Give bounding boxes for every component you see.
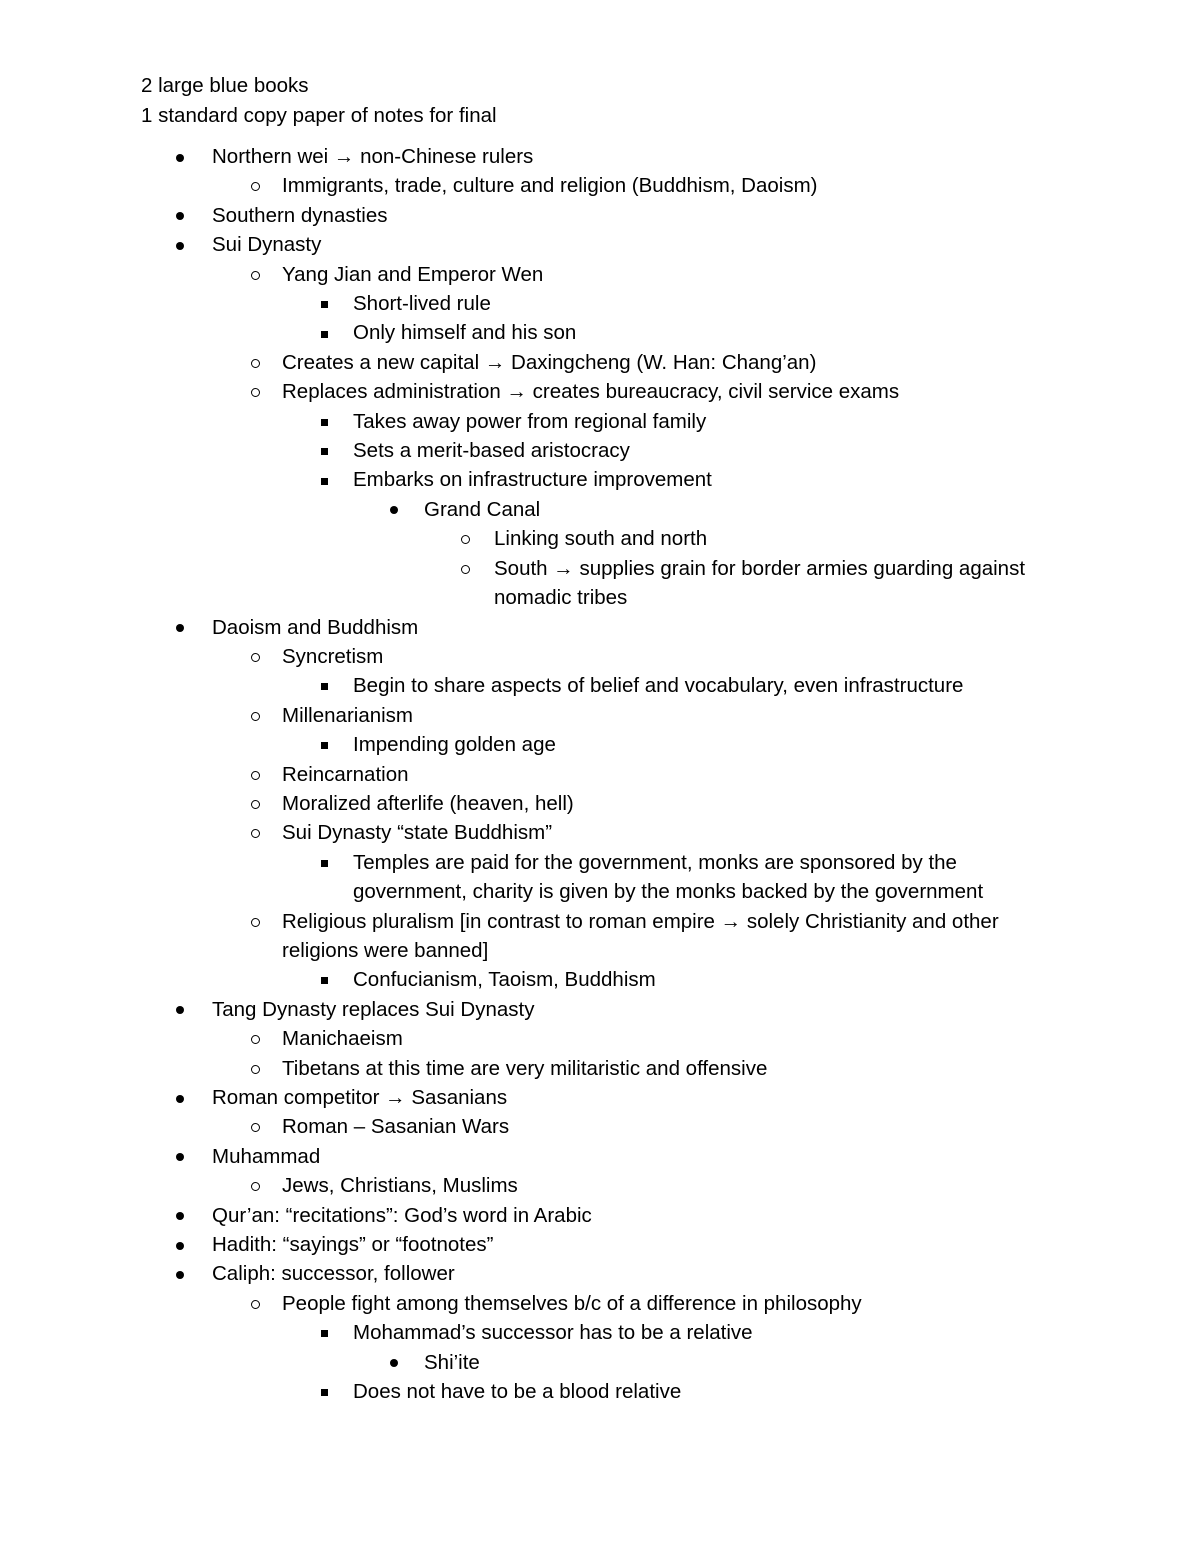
hollow-circle-bullet-icon: [246, 907, 264, 936]
outline-item-text: Begin to share aspects of belief and vocabulary, even infrastructure: [353, 674, 964, 698]
square-bullet-icon: [321, 683, 328, 690]
hollow-circle-bullet-icon: [246, 818, 264, 847]
outline-item-text: Daoism and Buddhism: [212, 615, 419, 639]
outline-item-level-3: [0, 1377, 1200, 1406]
hollow-circle-bullet-icon: [246, 1054, 264, 1083]
outline-item-text: Manichaeism: [282, 1027, 403, 1051]
outline-item-level-3: [0, 848, 1200, 907]
filled-circle-bullet-icon: [171, 613, 189, 642]
outline-item-text: Moralized afterlife (heaven, hell): [282, 791, 574, 815]
outline-item-text: Muhammad: [212, 1144, 321, 1168]
outline-item-text: Sui Dynasty: [212, 233, 322, 257]
hollow-circle-bullet-icon: [246, 1289, 264, 1318]
hollow-circle-bullet-icon: [246, 760, 264, 789]
square-bullet-icon: [321, 1389, 328, 1396]
hollow-circle-bullet-icon: [251, 388, 260, 397]
hollow-circle-bullet-icon: [251, 1182, 260, 1191]
hollow-circle-bullet-icon: [251, 653, 260, 662]
outline-item-text: Confucianism, Taoism, Buddhism: [353, 968, 656, 992]
filled-circle-bullet-icon: [176, 1006, 184, 1014]
outline-item-level-1: [0, 1083, 1200, 1112]
outline-item-text: Impending golden age: [353, 733, 556, 757]
hollow-circle-bullet-icon: [246, 789, 264, 818]
square-bullet-icon: [321, 1330, 328, 1337]
hollow-circle-bullet-icon: [246, 642, 264, 671]
hollow-circle-bullet-icon: [456, 554, 474, 583]
outline-item-text: Northern wei → non-Chinese rulers: [212, 145, 534, 168]
hollow-circle-bullet-icon: [246, 1024, 264, 1053]
outline-item-text: Sets a merit-based aristocracy: [353, 439, 630, 463]
filled-circle-bullet-icon: [171, 1201, 189, 1230]
square-bullet-icon: [321, 419, 328, 426]
square-bullet-icon: [321, 860, 328, 867]
outline-item-text: Roman – Sasanian Wars: [282, 1115, 510, 1139]
hollow-circle-bullet-icon: [246, 1171, 264, 1200]
filled-circle-bullet-icon: [176, 1212, 184, 1220]
hollow-circle-bullet-icon: [251, 1300, 260, 1309]
outline-item-text: Jews, Christians, Muslims: [282, 1174, 518, 1198]
outline-item-text: Linking south and north: [494, 527, 708, 551]
square-bullet-icon: [315, 318, 333, 347]
outline-item-text: Embarks on infrastructure improvement: [353, 468, 712, 492]
outline-item-level-1: [0, 1201, 1200, 1230]
hollow-circle-bullet-icon: [246, 377, 264, 406]
header-line-blue-books: 2 large blue books: [141, 74, 309, 97]
outline-item-level-2: [0, 1171, 1200, 1200]
filled-circle-bullet-icon: [171, 1259, 189, 1288]
filled-circle-bullet-icon: [171, 995, 189, 1024]
outline-item-level-3: [0, 1318, 1200, 1347]
outline-item-level-1: [0, 995, 1200, 1024]
square-bullet-icon: [315, 289, 333, 318]
hollow-circle-bullet-icon: [251, 1065, 260, 1074]
outline-item-level-3: [0, 671, 1200, 700]
square-bullet-icon: [315, 965, 333, 994]
outline-item-level-1: [0, 1230, 1200, 1259]
outline-item-level-1: [0, 613, 1200, 642]
outline-item-level-2: [0, 701, 1200, 730]
outline-item-text: Millenarianism: [282, 703, 414, 727]
outline-item-text: Does not have to be a blood relative: [353, 1380, 682, 1404]
filled-circle-bullet-icon: [171, 1083, 189, 1112]
outline-item-level-2: [0, 1112, 1200, 1141]
outline-item-level-1: [0, 1142, 1200, 1171]
filled-circle-bullet-icon: [176, 242, 184, 250]
outline-item-text: Creates a new capital → Daxingcheng (W. Han: Chang’an): [282, 350, 817, 374]
hollow-circle-bullet-icon: [251, 829, 260, 838]
outline-item-level-5: [0, 524, 1200, 553]
outline-item-level-3: [0, 730, 1200, 759]
outline-item-text: South → supplies grain for border armies guarding against nomadic tribes: [494, 556, 1026, 610]
outline-item-text: Temples are paid for the government, monks are sponsored by the government, charity is given by the monks backed by the government: [353, 850, 984, 904]
outline-item-level-3: [0, 465, 1200, 494]
outline-item-level-2: [0, 789, 1200, 818]
outline-item-text: Grand Canal: [424, 497, 541, 521]
square-bullet-icon: [321, 742, 328, 749]
outline-item-text: Caliph: successor, follower: [212, 1262, 455, 1286]
outline-item-level-3: [0, 318, 1200, 347]
outline-item-text: Replaces administration → creates bureaucracy, civil service exams: [282, 380, 900, 404]
outline-item-text: Shi’ite: [424, 1350, 480, 1374]
outline-item-level-3: [0, 436, 1200, 465]
hollow-circle-bullet-icon: [251, 271, 260, 280]
outline-item-text: People fight among themselves b/c of a difference in philosophy: [282, 1291, 862, 1315]
filled-circle-bullet-icon: [176, 1271, 184, 1279]
hollow-circle-bullet-icon: [461, 565, 470, 574]
outline-item-text: Short-lived rule: [353, 292, 491, 316]
outline-item-text: Takes away power from regional family: [353, 409, 707, 433]
filled-circle-bullet-icon: [176, 1153, 184, 1161]
outline-item-text: Mohammad’s successor has to be a relative: [353, 1321, 753, 1345]
outline-item-level-2: [0, 907, 1200, 966]
filled-circle-bullet-icon: [390, 506, 398, 514]
outline-item-text: Hadith: “sayings” or “footnotes”: [212, 1233, 494, 1257]
hollow-circle-bullet-icon: [251, 1035, 260, 1044]
filled-circle-bullet-icon: [176, 154, 184, 162]
hollow-circle-bullet-icon: [246, 701, 264, 730]
outline-item-text: Tang Dynasty replaces Sui Dynasty: [212, 997, 535, 1021]
outline-item-level-2: [0, 260, 1200, 289]
square-bullet-icon: [321, 301, 328, 308]
square-bullet-icon: [315, 407, 333, 436]
hollow-circle-bullet-icon: [246, 171, 264, 200]
header-line-copy-paper: 1 standard copy paper of notes for final: [141, 104, 497, 127]
filled-circle-bullet-icon: [390, 1359, 398, 1367]
outline-item-text: Immigrants, trade, culture and religion (Buddhism, Daoism): [282, 174, 818, 198]
outline-item-level-2: [0, 760, 1200, 789]
filled-circle-bullet-icon: [176, 1095, 184, 1103]
hollow-circle-bullet-icon: [251, 771, 260, 780]
hollow-circle-bullet-icon: [251, 712, 260, 721]
outline-item-level-2: [0, 642, 1200, 671]
outline-item-text: Sui Dynasty “state Buddhism”: [282, 821, 553, 845]
filled-circle-bullet-icon: [171, 201, 189, 230]
filled-circle-bullet-icon: [176, 212, 184, 220]
outline-item-level-4: [0, 495, 1200, 524]
outline-item-level-2: [0, 1024, 1200, 1053]
hollow-circle-bullet-icon: [251, 918, 260, 927]
hollow-circle-bullet-icon: [251, 359, 260, 368]
outline-item-text: Roman competitor → Sasanians: [212, 1086, 508, 1109]
square-bullet-icon: [315, 730, 333, 759]
square-bullet-icon: [321, 977, 328, 984]
square-bullet-icon: [315, 671, 333, 700]
outline-item-level-1: [0, 1259, 1200, 1288]
outline-item-level-5: [0, 554, 1200, 613]
square-bullet-icon: [315, 465, 333, 494]
outline-item-level-1: [0, 201, 1200, 230]
outline-item-level-2: [0, 818, 1200, 847]
outline-item-text: Tibetans at this time are very militaristic and offensive: [282, 1056, 768, 1080]
hollow-circle-bullet-icon: [246, 1112, 264, 1141]
outline-item-level-1: [0, 230, 1200, 259]
filled-circle-bullet-icon: [171, 1142, 189, 1171]
square-bullet-icon: [321, 448, 328, 455]
hollow-circle-bullet-icon: [246, 260, 264, 289]
outline-item-level-3: [0, 289, 1200, 318]
hollow-circle-bullet-icon: [251, 800, 260, 809]
outline-item-level-2: [0, 171, 1200, 200]
outline-item-level-2: [0, 377, 1200, 406]
outline-item-level-2: [0, 348, 1200, 377]
outline-item-level-4: [0, 1348, 1200, 1377]
hollow-circle-bullet-icon: [456, 524, 474, 553]
outline-item-level-2: [0, 1054, 1200, 1083]
outline-item-text: Southern dynasties: [212, 203, 388, 227]
hollow-circle-bullet-icon: [246, 348, 264, 377]
notes-outline: [0, 142, 1200, 1406]
square-bullet-icon: [321, 478, 328, 485]
outline-item-text: Qur’an: “recitations”: God’s word in Arabic: [212, 1203, 592, 1227]
square-bullet-icon: [321, 331, 328, 338]
outline-item-text: Only himself and his son: [353, 321, 577, 345]
filled-circle-bullet-icon: [171, 142, 189, 171]
filled-circle-bullet-icon: [385, 1348, 403, 1377]
filled-circle-bullet-icon: [176, 1242, 184, 1250]
square-bullet-icon: [315, 1318, 333, 1347]
outline-item-level-3: [0, 407, 1200, 436]
outline-item-text: Syncretism: [282, 644, 384, 668]
hollow-circle-bullet-icon: [251, 1123, 260, 1132]
square-bullet-icon: [315, 436, 333, 465]
filled-circle-bullet-icon: [176, 624, 184, 632]
square-bullet-icon: [315, 848, 333, 877]
hollow-circle-bullet-icon: [251, 182, 260, 191]
outline-item-level-3: [0, 965, 1200, 994]
filled-circle-bullet-icon: [171, 1230, 189, 1259]
outline-item-text: Yang Jian and Emperor Wen: [282, 262, 544, 286]
square-bullet-icon: [315, 1377, 333, 1406]
filled-circle-bullet-icon: [171, 230, 189, 259]
outline-item-text: Reincarnation: [282, 762, 409, 786]
outline-item-level-2: [0, 1289, 1200, 1318]
outline-item-text: Religious pluralism [in contrast to roman empire → solely Christianity and other religions were banned]: [282, 909, 999, 962]
outline-item-level-1: [0, 142, 1200, 171]
hollow-circle-bullet-icon: [461, 535, 470, 544]
filled-circle-bullet-icon: [385, 495, 403, 524]
